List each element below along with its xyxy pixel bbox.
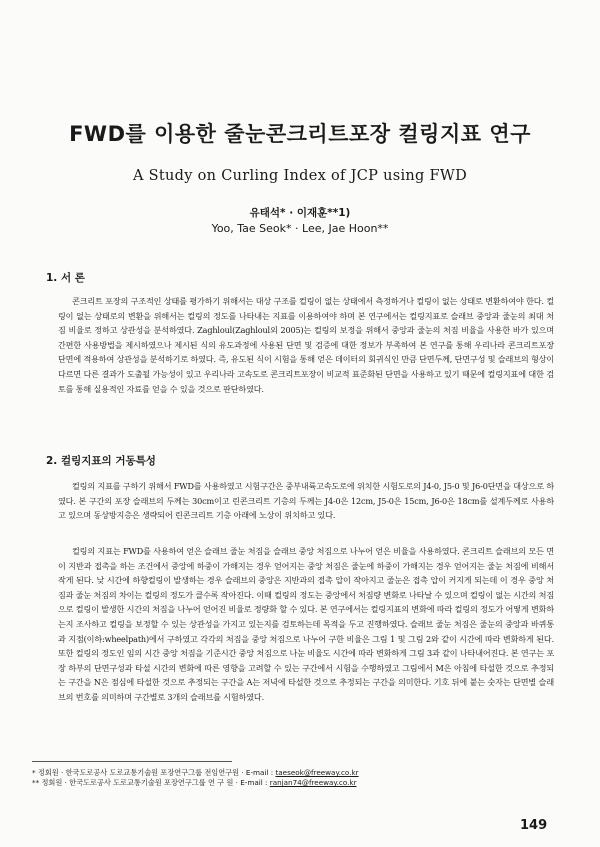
- footnote-2: [32, 778, 552, 788]
- section-1-heading: 1. 서 론: [46, 272, 85, 284]
- footnote-2-email-link[interactable]: ranjan74@freeway.co.kr: [269, 778, 357, 787]
- title-korean: FWD를 이용한 줄눈콘크리트포장 컬링지표 연구: [69, 122, 531, 146]
- footnote-2-mark: **: [32, 778, 40, 787]
- footnote-divider: [32, 761, 232, 762]
- section-2-paragraph-2: 컬링의 지표는 FWD를 사용하여 얻은 슬래브 줄눈 처짐을 슬래브 중앙 처짐으로 나누어 얻은 비율을 사용하였다. 콘크리트 슬래브의 모든 면이 지반과 접촉을 하는 조건에서 중앙에 하중이 가해지는 경우 얻어지는 중앙 처짐은 줄눈에 하중이 가해지는 경우 얻어지는 줄눈 처짐에 비해서 작게 된다. 낮 시간에 하향컬링이 발생하는 경우 슬래브의 중앙은 지반과의 접촉 압이 작아지고 줄눈은 접촉 압이 커지게 되는데 이 경우 중앙 처짐과 줄눈 처짐의 차이는 컬링의 정도가 클수록 작아진다. 이때 컬링의 정도는 중앙에서 처짐량 변화로 나타날 수 있으며 컬링이 없는 시간의 처짐으로 컬링이 발생한 시간의 처짐을 나누어 얻어진 비율로 정량화 할 수 있다. 본 연구에서는 컬링지표의 변화에 따라 컬링의 정도가 어떻게 변화하는지 조사하고 컬링을 보정할 수 있는 상관성을 가지고 있는지를 검토하는데 목적을 두고 진행하였다. 슬래브 줄눈 처짐은 줄눈의 중앙과 바퀴통과 지점(이하:wheelpath)에서 구하였고 각각의 처짐을 중앙 처짐으로 나누어 구한 비율은 그림 1 및 그림 2와 같이 시간에 따라 변화하게 된다. 또한 컬링의 정도인 임의 시간 중앙 처짐을 기준시간 중앙 처짐으로 나눈 비율도 시간에 따라 변화하게 그림 3과 같이 나타내어진다. 본 연구는 포장 하부의 단면구성과 타설 시간의 변화에 따른 영향을 고려할 수 있는 구간에서 시험을 수행하였고 그림에서 M은 아침에 타설한 것으로 추정되는 구간을 N은 점심에 타설한 것으로 추정되는 구간을 A는 저녁에 타설한 것으로 추정되는 구간을 의미한다. 기호 뒤에 붙는 숫자는 단면별 슬래브의 번호를 의미하며 구간별로 3개의 슬래브를 시험하였다.: [58, 546, 554, 702]
- title-english: A Study on Curling Index of JCP using FWD: [132, 168, 468, 184]
- page-number: 149: [520, 818, 548, 833]
- section-1-paragraph: 콘크리트 포장의 구조적인 상태를 평가하기 위해서는 대상 구조를 컬링이 없는 상태에서 측정하거나 컬링이 없는 상태로 변환하여야 한다. 컬링이 없는 상태로의 변환을 위해서는 컬링의 정도를 나타내는 지표를 이용하여야 하며 본 연구에서는 컬링지표로 슬래브 중앙과 줄눈의 최대 처짐 비율로 정하고 상관성을 분석하였다. Zaghloul(Zaghloul외 2005)는 컬링의 보정을 위해서 중앙과 줄눈의 처짐 비율을 사용한 바가 있으며 간편한 사용방법을 제시하였으나 제시된 식의 유도과정에 사용된 단면 및 검증에 대한 정보가 부족하여 본 연구를 통해 우리나라 콘크리트포장 단면에 적용하여 상관성을 분석하기로 하였다. 즉, 유도된 식이 시험을 통해 얻은 데이터의 회귀식인 만큼 단면두께, 단면구성 및 슬래브의 형상이 다르면 다른 결과가 도출될 가능성이 있고 우리나라 고속도로 콘크리트포장이 비교적 표준화된 단면을 사용하고 있기 때문에 컬링지표에 대한 검토를 통해 실용적인 자료를 얻을 수 있을 것으로 판단하였다.: [58, 296, 554, 394]
- section-2-paragraph-1: 컬링의 지표를 구하기 위해서 FWD를 사용하였고 시험구간은 중부내륙고속도로에 위치한 시험도로의 J4-0, J5-0 및 J6-0단면을 대상으로 하였다. 본 구간의 포장 슬래브의 두께는 30cm이고 린콘크리트 기층의 두께는 J4-0은 12cm, J5-0은 15cm, J6-0은 18cm를 설계두께로 사용하고 있으며 동상방지층은 생략되어 린콘크리트 기층 아래에 노상이 위치하고 있다.: [58, 481, 554, 521]
- footnote-1-email-link[interactable]: taeseok@freeway.co.kr: [275, 768, 359, 777]
- footnote-2-text: 정회원 · 한국도로공사 도로교통기술원 포장연구그룹 연 구 원 · E-mail :: [41, 778, 270, 787]
- authors-english: Yoo, Tae Seok* · Lee, Jae Hoon**: [211, 222, 389, 235]
- footnotes: [32, 768, 552, 788]
- footnote-1-mark: *: [32, 768, 36, 777]
- footnote-1-text: 정회원 · 한국도로공사 도로교통기술원 포장연구그룹 전임연구원 · E-mail :: [37, 768, 276, 777]
- footnote-1: [32, 768, 552, 778]
- authors-korean: 유태석* · 이재훈**1): [249, 207, 351, 219]
- section-2-heading: 2. 컬링지표의 거동특성: [46, 455, 156, 467]
